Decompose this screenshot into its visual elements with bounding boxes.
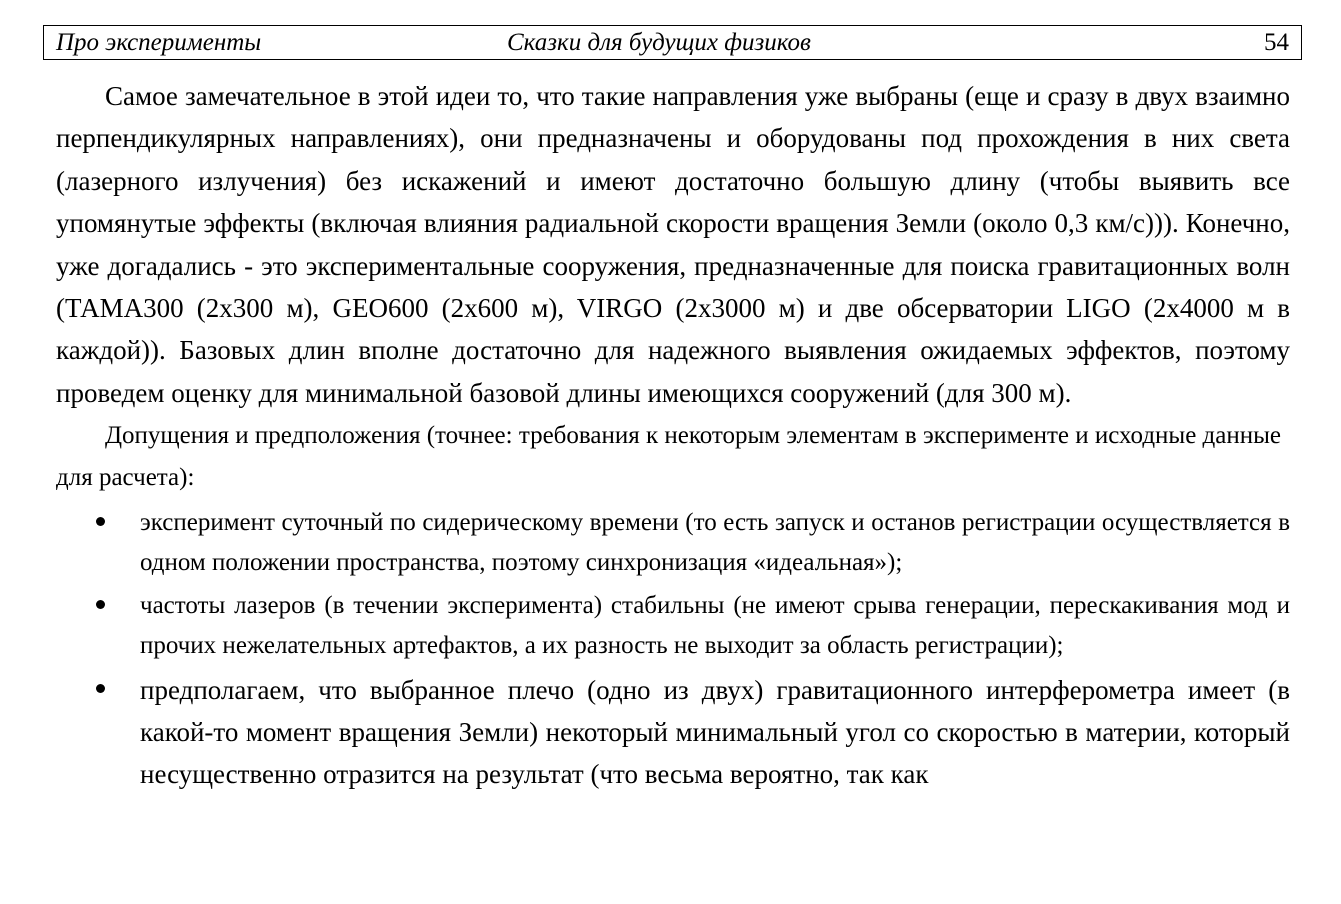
page-number: 54	[1264, 29, 1289, 56]
assumptions-list	[56, 503, 1290, 795]
list-item-text: предполагаем, что выбранное плечо (одно из двух) гравитационного интерферометра имеет (в какой-то момент вращения Земли) некоторый минимальный угол со скоростью в материи, который несущественно отразится на результат (что весьма вероятно, так как	[140, 675, 1290, 790]
paragraph-assumptions-intro: Допущения и предположения (точнее: требования к некоторым элементам в эксперименте и исходные данные для расчета):	[56, 422, 1282, 492]
header-section-title: Про эксперименты	[56, 29, 262, 56]
list-item-text: эксперимент суточный по сидерическому времени (то есть запуск и останов регистрации осуществляется в одном положении пространства, поэтому синхронизация «идеальная»);	[140, 509, 1290, 577]
header-book-title: Сказки для будущих физиков	[507, 29, 811, 56]
bullet-icon	[96, 600, 105, 609]
page-body	[56, 75, 1290, 798]
paragraph-experiment-idea: Самое замечательное в этой идеи то, что такие направления уже выбраны (еще и сразу в двух взаимно перпендикулярных направлениях), они предназначены и оборудованы под прохождения в них света (лазерного излучения) без искажений и имеют достаточно большую длину (чтобы выявить все упомянутые эффекты (включая влияния радиальной скорости вращения Земли (около 0,3 км/с))). Конечно, уже догадались - это экспериментальные сооружения, предназначенные для поиска гравитационных волн (ТАМА300 (2х300 м), GEO600 (2х600 м), VIRGO (2х3000 м) и две обсерватории LIGO (2х4000 м в каждой)). Базовых длин вполне достаточно для надежного выявления ожидаемых эффектов, поэтому проведем оценку для минимальной базовой длины имеющихся сооружений (для 300 м).	[56, 81, 1290, 408]
list-item	[56, 669, 1290, 795]
bullet-icon	[96, 684, 105, 693]
page-header	[43, 25, 1302, 60]
list-item	[56, 503, 1290, 583]
bullet-icon	[96, 517, 105, 526]
list-item-text: частоты лазеров (в течении эксперимента) стабильны (не имеют срыва генерации, перескакивания мод и прочих нежелательных артефактов, а их разность не выходит за область регистрации);	[140, 592, 1290, 660]
list-item	[56, 586, 1290, 666]
